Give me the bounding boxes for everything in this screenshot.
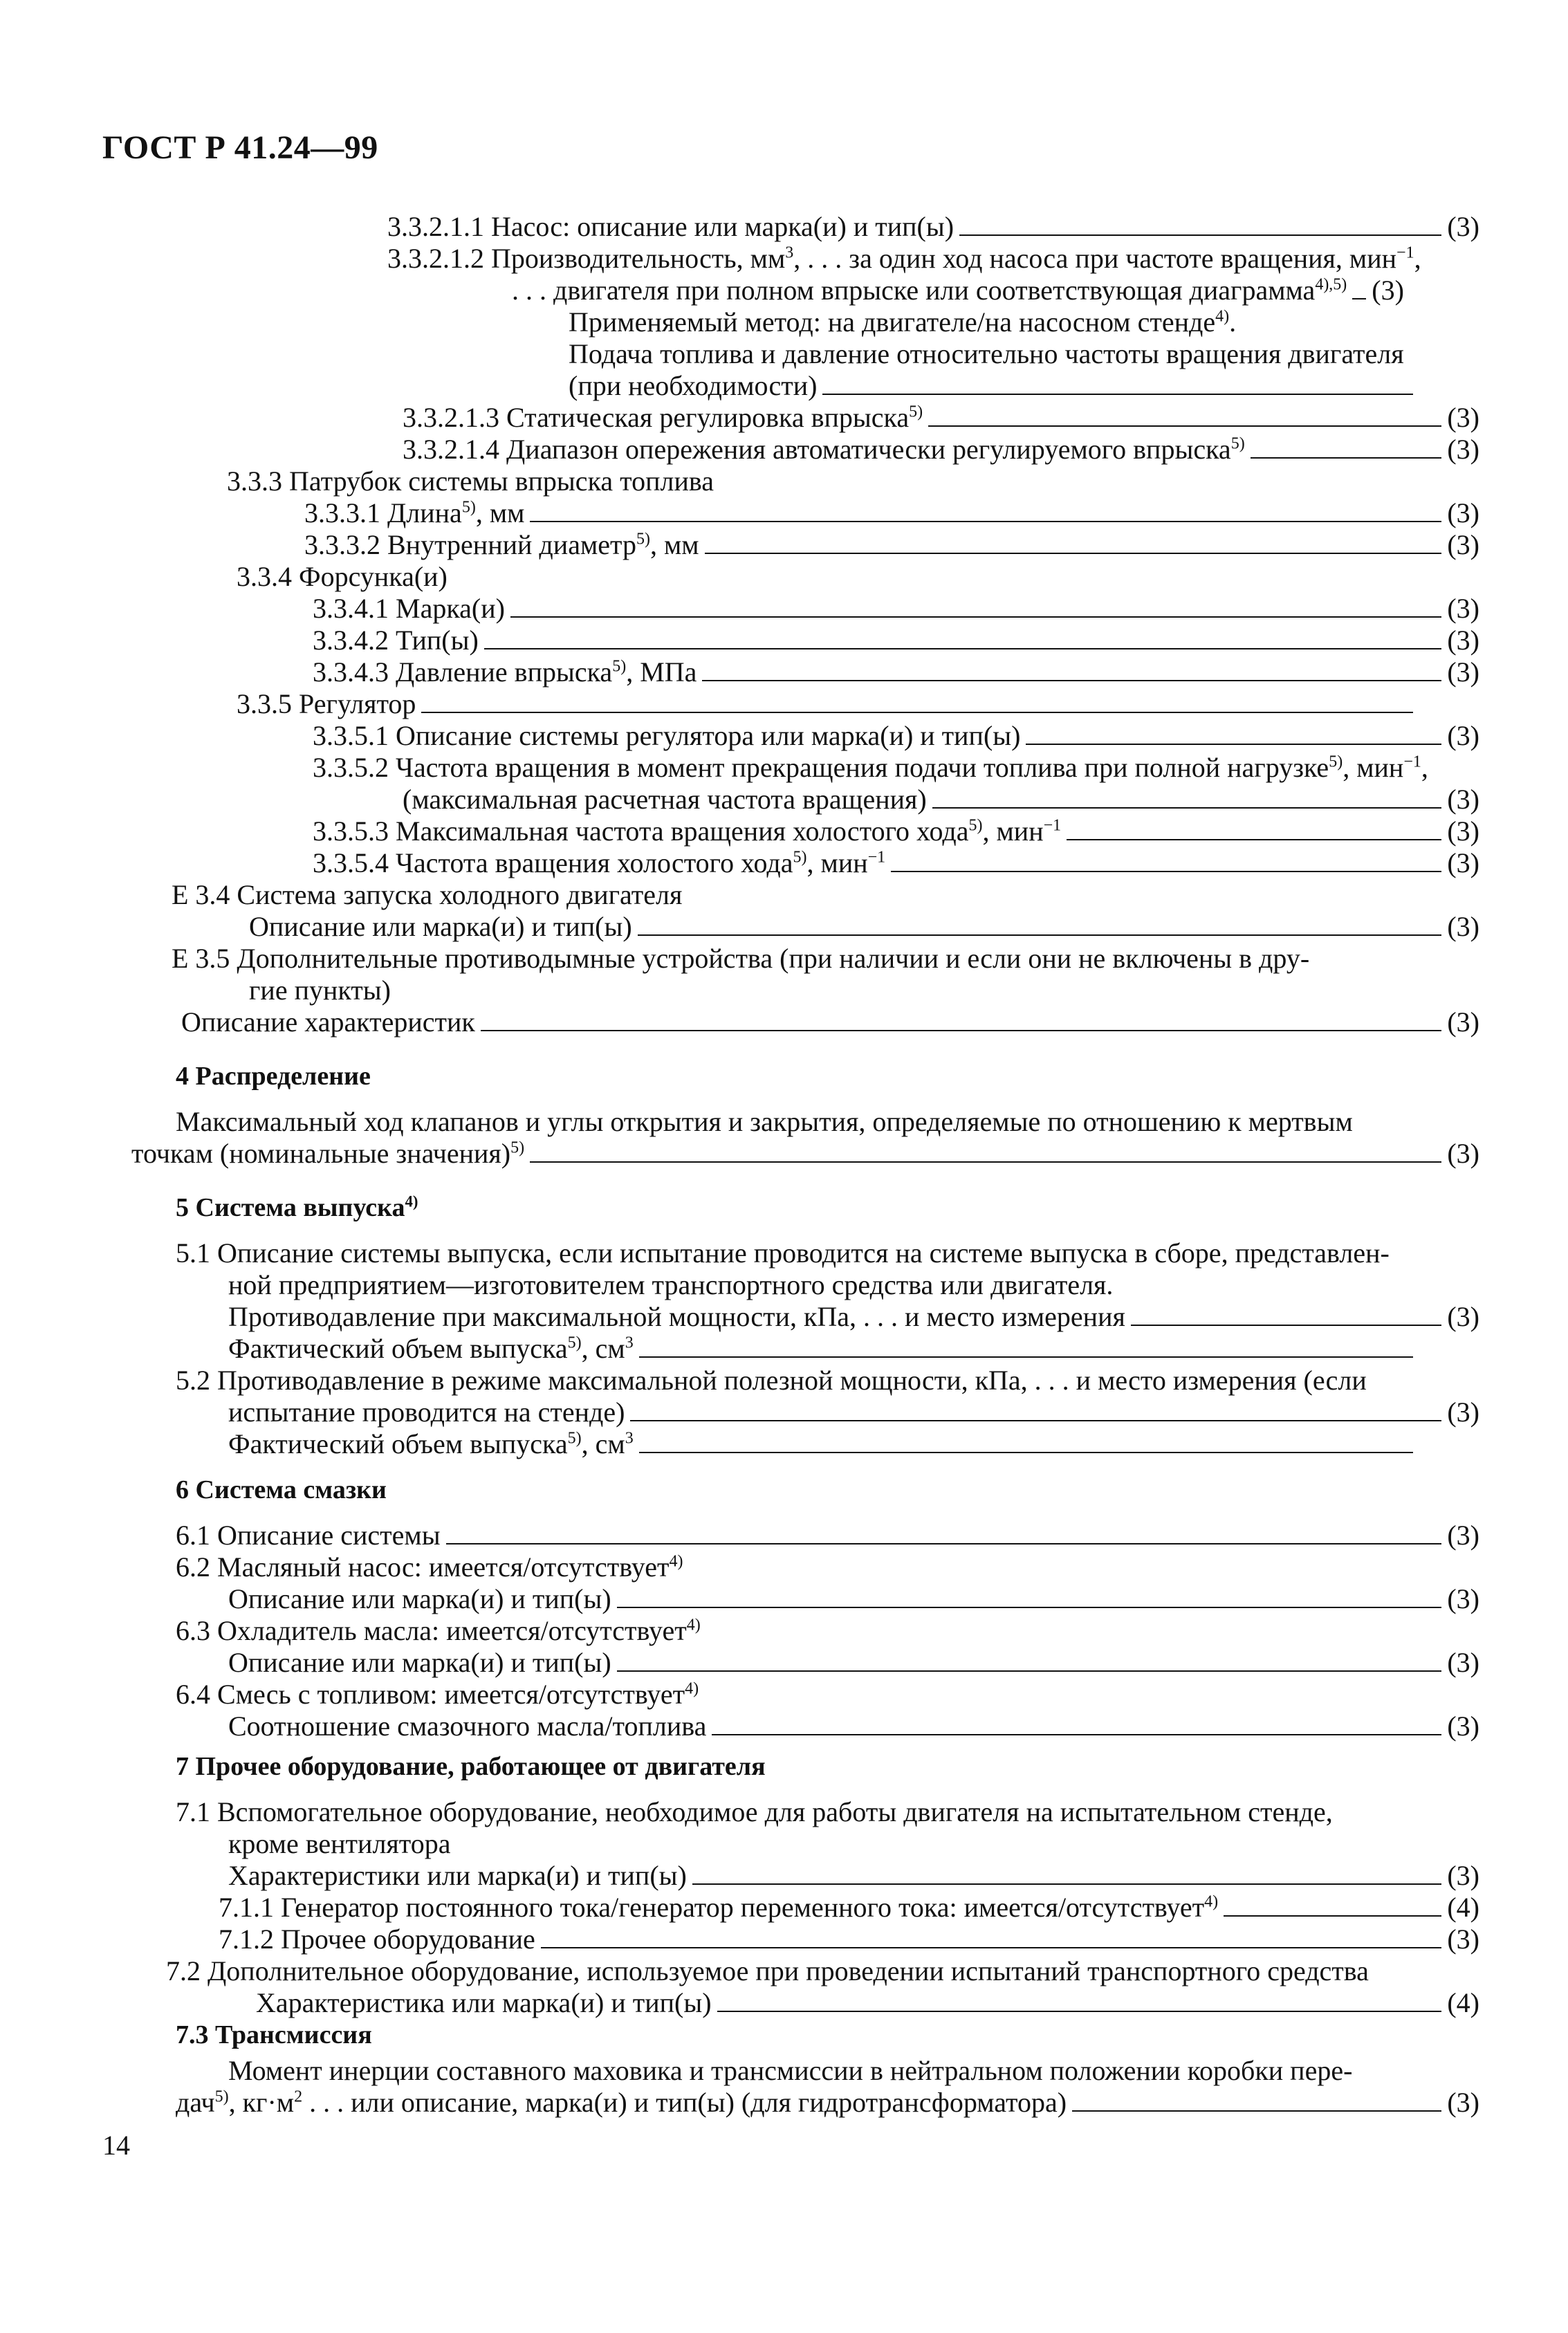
field-label: 3.3.2.1.3 Статическая регулировка впрыска$^{5)}$ [403, 402, 923, 433]
valve-lift-line [176, 1105, 1353, 1138]
footnote-ref: (3) [1447, 1301, 1479, 1332]
fill-line [1072, 2110, 1441, 2112]
field-label: 3.3.2.1.1 Насос: описание или марка(и) и тип(ы) [387, 211, 954, 242]
fill-line [932, 807, 1442, 809]
field-label: 6.3 Охладитель масла: имеется/отсутствует$^{4)}$ [176, 1615, 701, 1646]
standard-code-header: ГОСТ Р 41.24—99 [102, 129, 378, 166]
fill-line [1026, 744, 1441, 745]
section-heading-exhaust: 5 Система выпуска$^{4)}$ [176, 1192, 418, 1222]
field-label: гие пункты) [249, 975, 391, 1006]
fill-line [891, 871, 1441, 872]
field-dead-centers [131, 1137, 1479, 1170]
method-line [569, 306, 1236, 339]
field-label: (максимальная расчетная частота вращения) [403, 784, 927, 815]
field-generator [219, 1891, 1479, 1924]
field-label: 7.1.1 Генератор постоянного тока/генератор переменного тока: имеется/отсутствует$^{4)}$ [219, 1892, 1219, 1923]
field-back-pressure [228, 1300, 1479, 1334]
footnote-ref: (3) [1447, 497, 1479, 528]
fill-line [630, 1420, 1441, 1421]
fill-line [638, 934, 1442, 936]
footnote-ref: (3) [1447, 847, 1479, 878]
footnote-ref: (3) [1447, 593, 1479, 624]
field-label: Е 3.5 Дополнительные противодымные устройства (при наличии и если они не включены в дру- [172, 943, 1310, 974]
aux-equipment-cont [228, 1827, 451, 1861]
field-label: Применяемый метод: на двигателе/на насосном стенде$^{4)}$. [569, 306, 1237, 338]
fill-line [617, 1607, 1442, 1608]
heading-antismoke [172, 942, 1309, 975]
field-idle-speed [313, 847, 1479, 880]
footnote-ref: (3) [1447, 1647, 1479, 1678]
field-label: дач$^{5)}$, $кг\cdot м^2$ . . . или описание, марка(и) и тип(ы) (для гидротрансформатора) [176, 2087, 1067, 2118]
field-label: Подача топлива и давление относительно частоты вращения двигателя [569, 338, 1404, 369]
field-label: Описание или марка(и) и тип(ы) [228, 1583, 611, 1614]
field-label: 3.3.3.2 Внутренний диаметр$^{5)}$, мм [304, 529, 699, 560]
footnote-ref: (3) [1447, 1710, 1479, 1742]
cutoff-speed-line [313, 751, 1428, 784]
footnote-ref: (3) [1447, 529, 1479, 560]
field-label: испытание проводится на стенде) [228, 1396, 625, 1428]
fill-line [446, 1543, 1442, 1544]
footnote-ref: (4) [1447, 1892, 1479, 1923]
fuel-pressure-line [569, 338, 1404, 371]
section-heading-other-equipment: 7 Прочее оборудование, работающее от двигателя [176, 1752, 766, 1781]
fill-line [705, 553, 1442, 554]
field-label: 3.3.4.3 Давление впрыска$^{5)}$, МПа [313, 656, 697, 688]
field-label: Фактический объем выпуска$^{5)}$, $см^3$ [228, 1428, 634, 1459]
oil-pump-line [176, 1551, 683, 1584]
field-advance-range [403, 433, 1479, 466]
footnote-ref: (3) [1447, 211, 1479, 242]
field-characteristics [181, 1006, 1479, 1039]
field-label: Описание характеристик [181, 1006, 475, 1038]
exhaust-description-cont [228, 1269, 1113, 1302]
field-additional-characteristics [256, 1986, 1479, 2020]
field-governor-description [313, 719, 1479, 753]
field-exhaust-volume-2 [228, 1428, 1479, 1461]
antismoke-cont [249, 974, 391, 1007]
section-heading-lubrication: 6 Система смазки [176, 1475, 387, 1504]
field-label: 3.3.5.4 Частота вращения холостого хода$^{5)}$, мин$^{-1}$ [313, 847, 886, 878]
footnote-ref: (3) [1447, 784, 1479, 815]
field-label: 5.1 Описание системы выпуска, если испытание проводится на системе выпуска в сборе, представлен- [176, 1237, 1390, 1269]
field-label: Описание или марка(и) и тип(ы) [228, 1647, 611, 1678]
field-oil-pump-description [228, 1583, 1479, 1616]
additional-equipment-line [166, 1955, 1369, 1988]
field-label: Характеристики или марка(и) и тип(ы) [228, 1860, 687, 1891]
page-number: 14 [102, 2130, 130, 2161]
field-injector-make [313, 592, 1479, 625]
fill-line [639, 1452, 1413, 1453]
field-label: (при необходимости) [569, 370, 818, 401]
oil-cooler-line [176, 1614, 701, 1648]
field-label: 5.2 Противодавление в режиме максимальной полезной мощности, кПа, . . . и место измерения (если [176, 1365, 1367, 1396]
field-inertia [176, 2086, 1479, 2119]
field-other-equipment [219, 1923, 1479, 1956]
field-label: 6.2 Масляный насос: имеется/отсутствует$^{4)}$ [176, 1551, 683, 1583]
field-label: 3.3.5.2 Частота вращения в момент прекращения подачи топлива при полной нагрузке$^{5)}$, мин$^{-1}$, [313, 752, 1428, 783]
field-injector-type [313, 624, 1479, 657]
field-pipe-length [304, 497, 1479, 530]
field-label: 7.2 Дополнительное оборудование, используемое при проведении испытаний транспортного средства [166, 1955, 1369, 1986]
footnote-ref: (3) [1447, 815, 1479, 847]
field-label: Момент инерции составного маховика и трансмиссии в нейтральном положении коробки пере- [228, 2055, 1353, 2086]
fill-line [530, 521, 1441, 522]
footnote-ref: (3) [1447, 1520, 1479, 1551]
footnote-ref: (3) [1447, 656, 1479, 688]
section-heading-valve-timing: 4 Распределение [176, 1062, 371, 1091]
field-label: 6.4 Смесь с топливом: имеется/отсутствует$^{4)}$ [176, 1679, 699, 1710]
footnote-ref: (3) [1447, 1138, 1479, 1169]
field-pump-capacity [387, 242, 1421, 275]
fill-line [822, 394, 1413, 395]
fill-line [617, 1670, 1442, 1672]
field-label: ной предприятием—изготовителем транспортного средства или двигателя. [228, 1269, 1114, 1300]
field-label: точкам (номинальные значения)$^{5)}$ [131, 1138, 525, 1169]
fill-line [1131, 1325, 1441, 1326]
fill-line [421, 712, 1413, 713]
footnote-ref: (3) [1447, 1860, 1479, 1891]
field-pump-capacity-cont [512, 274, 1479, 307]
field-label: Противодавление при максимальной мощности, кПа, . . . и место измерения [228, 1301, 1125, 1332]
field-oil-cooler-description [228, 1646, 1479, 1679]
fuel-mix-line [176, 1678, 699, 1711]
field-label: 3.3.4.2 Тип(ы) [313, 625, 479, 656]
footnote-ref: (3) [1447, 434, 1479, 465]
footnote-ref: (3) [1447, 402, 1479, 433]
fill-line [1224, 1915, 1441, 1917]
field-cold-start-description [249, 910, 1479, 943]
heading-injection-pipe [227, 465, 714, 498]
field-static-timing [403, 401, 1479, 434]
field-label: Максимальный ход клапанов и углы открытия и закрытия, определяемые по отношению к мертвым [176, 1106, 1353, 1137]
field-governor [237, 688, 1479, 721]
fill-line [530, 1161, 1441, 1163]
field-label: 7.1 Вспомогательное оборудование, необходимое для работы двигателя на испытательном стенде, [176, 1796, 1333, 1827]
fill-line [1067, 839, 1441, 840]
fill-line [639, 1356, 1413, 1358]
heading-injectors [237, 560, 448, 593]
field-label: 3.3.4.1 Марка(и) [313, 593, 505, 624]
field-label: 3.3.3.1 Длина$^{5)}$, мм [304, 497, 525, 528]
footnote-ref: (3) [1447, 911, 1479, 942]
fill-line [541, 1947, 1442, 1948]
field-label: Фактический объем выпуска$^{5)}$, $см^3$ [228, 1333, 634, 1364]
footnote-ref: (3) [1372, 275, 1404, 306]
field-label: . . . двигателя при полном впрыске или соответствующая диаграмма$^{4),5)}$ [512, 275, 1347, 306]
footnote-ref: (3) [1447, 625, 1479, 656]
fill-line [510, 616, 1441, 618]
field-label: Описание или марка(и) и тип(ы) [249, 911, 632, 942]
field-label: Характеристика или марка(и) и тип(ы) [256, 1987, 712, 2018]
field-label: 3.3.5 Регулятор [237, 688, 416, 719]
field-label: 7.1.2 Прочее оборудование [219, 1924, 535, 1955]
field-pump-description [387, 210, 1479, 243]
fill-line [959, 234, 1441, 236]
fill-line [717, 2011, 1442, 2012]
fill-line [712, 1734, 1441, 1735]
section-heading-transmission: 7.3 Трансмиссия [176, 2020, 372, 2049]
field-label: 3.3.3 Патрубок системы впрыска топлива [227, 465, 714, 497]
footnote-ref: (3) [1447, 720, 1479, 751]
footnote-ref: (3) [1447, 2087, 1479, 2118]
field-label: 3.3.2.1.2 Производительность, $мм^3$, . . . за один ход насоса при частоте вращения, мин$^{-1}$, [387, 243, 1421, 274]
footnote-ref: (3) [1447, 1006, 1479, 1038]
field-label: 3.3.5.1 Описание системы регулятора или марка(и) и тип(ы) [313, 720, 1021, 751]
field-system-description [176, 1519, 1479, 1552]
field-label: кроме вентилятора [228, 1828, 451, 1859]
fill-line [1352, 298, 1366, 299]
field-oil-fuel-ratio [228, 1710, 1479, 1743]
inertia-line [228, 2054, 1352, 2087]
footnote-ref: (4) [1447, 1987, 1479, 2018]
field-max-idle-speed [313, 815, 1479, 848]
field-exhaust-volume [228, 1332, 1479, 1365]
footnote-ref: (3) [1447, 1396, 1479, 1428]
field-label: 3.3.5.3 Максимальная частота вращения холостого хода$^{5)}$, мин$^{-1}$ [313, 815, 1062, 847]
field-label: 3.3.4 Форсунка(и) [237, 561, 448, 592]
field-label: 3.3.2.1.4 Диапазон опережения автоматически регулируемого впрыска$^{5)}$ [403, 434, 1245, 465]
fill-line [484, 648, 1442, 649]
heading-cold-start [172, 878, 682, 912]
fill-line [692, 1883, 1442, 1885]
fill-line [928, 425, 1441, 427]
exhaust-description-line [176, 1237, 1390, 1270]
footnote-ref: (3) [1447, 1583, 1479, 1614]
fill-line [1251, 457, 1442, 459]
field-label: Соотношение смазочного масла/топлива [228, 1710, 707, 1742]
field-aux-characteristics [228, 1859, 1479, 1892]
field-label: 6.1 Описание системы [176, 1520, 441, 1551]
field-max-rated-speed [403, 783, 1479, 816]
field-test-bench [228, 1396, 1479, 1429]
field-label: Е 3.4 Система запуска холодного двигателя [172, 879, 683, 910]
field-pipe-diameter [304, 528, 1479, 562]
aux-equipment-line [176, 1796, 1333, 1829]
footnote-ref: (3) [1447, 1924, 1479, 1955]
field-injection-pressure [313, 656, 1479, 689]
field-if-needed [569, 369, 1479, 403]
back-pressure-net-line [176, 1364, 1367, 1397]
fill-line [702, 680, 1441, 681]
fill-line [481, 1030, 1441, 1031]
